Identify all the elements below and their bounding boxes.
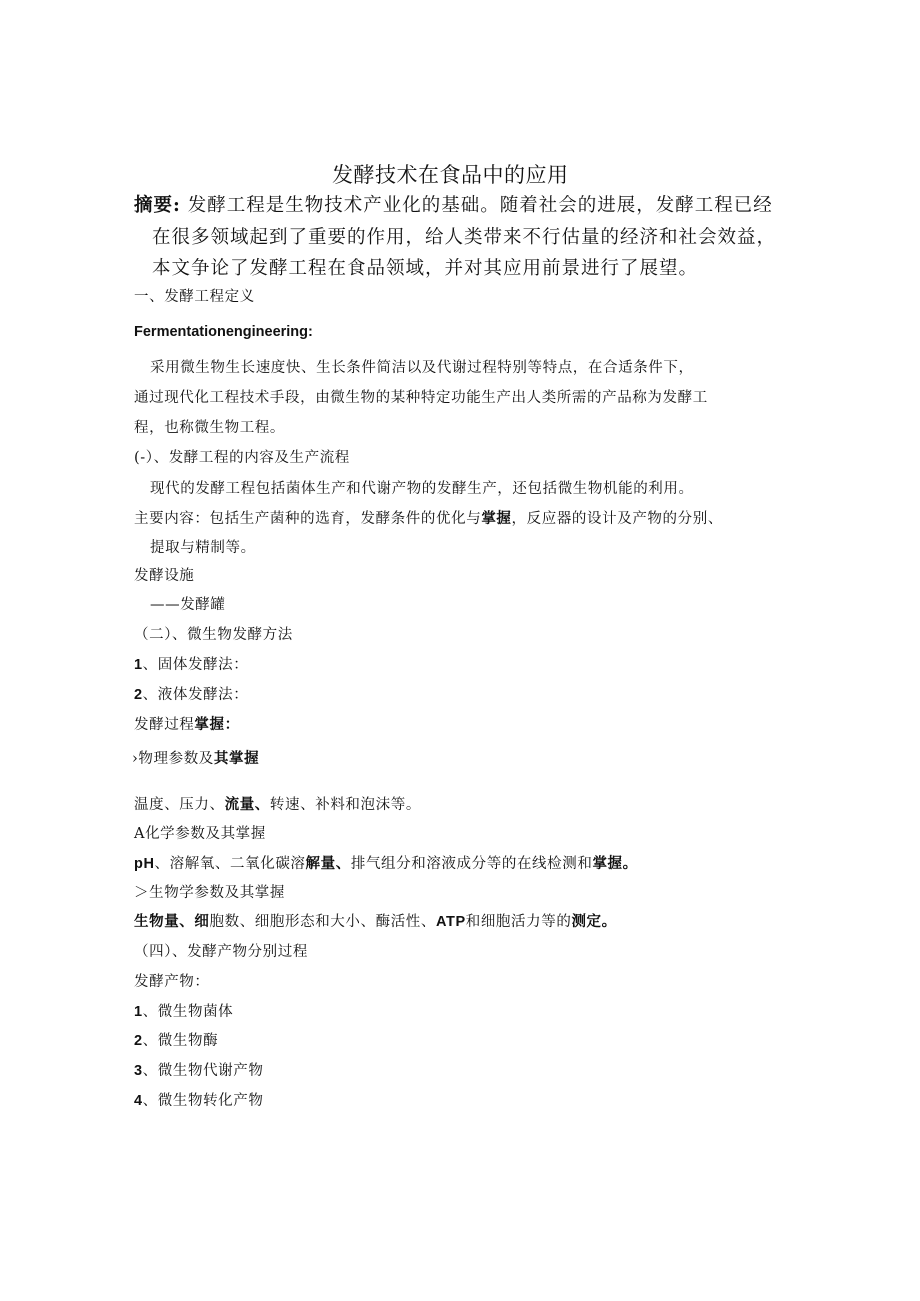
product-item-text: 、微生物菌体 — [142, 1004, 234, 1020]
document-title: 发酵技术在食品中的应用 — [332, 163, 569, 187]
abstract-text-1: 发酵工程是生物技术产业化的基础。随着社会的进展，发酵工程已经 — [187, 195, 773, 216]
tank-label: ——发酵罐 — [150, 597, 226, 613]
content-paragraph: 现代的发酵工程包括菌体生产和代谢产物的发酵生产，还包括微生物机能的利用。 — [150, 481, 694, 497]
biological-bold: 生物量、细 — [134, 913, 210, 930]
product-item-4 — [134, 1091, 263, 1111]
subsection-4-heading: （四）、发酵产物分别过程 — [134, 944, 308, 960]
main-content-text: 主要内容：包括生产菌种的选育，发酵条件的优化与 — [134, 511, 482, 527]
english-term: Fermentationengineering: — [134, 324, 313, 340]
subsection-2-heading: （二）、微生物发酵方法 — [134, 627, 293, 643]
physical-list-text-2: 转速、补料和泡沫等。 — [269, 797, 421, 813]
biological-params-list — [134, 912, 617, 932]
method-item-text: 、固体发酵法： — [142, 657, 249, 673]
physical-params-text: ›物理参数及 — [132, 751, 214, 767]
method-item-2 — [134, 685, 248, 705]
main-content-bold: 掌握 — [481, 510, 512, 527]
chemical-text-2: 排气组分和溶液成分等的在线检测和 — [350, 856, 593, 872]
process-control-text: 发酵过程 — [134, 717, 195, 733]
biological-text: 胞数、细胞形态和大小、酶活性、 — [209, 914, 436, 930]
product-item-number: 2 — [134, 1033, 143, 1049]
product-item-number: 1 — [134, 1004, 143, 1020]
product-item-number: 4 — [134, 1093, 143, 1109]
product-item-3 — [134, 1061, 263, 1081]
process-control-bold: 掌握： — [194, 716, 240, 733]
product-item-text: 、微生物转化产物 — [142, 1093, 264, 1109]
biological-atp: ATP — [436, 914, 466, 930]
chemical-params-heading: A化学参数及其掌握 — [134, 826, 266, 842]
product-item-2 — [134, 1031, 218, 1051]
chemical-bold: 解量、 — [305, 855, 351, 872]
physical-params-heading — [132, 749, 259, 769]
biological-bold-2: 测定。 — [571, 913, 617, 930]
chemical-params-list — [134, 854, 638, 874]
physical-list-text: 温度、压力、 — [134, 797, 225, 813]
chemical-ph: pH — [134, 856, 155, 872]
chemical-bold-2: 掌握。 — [592, 855, 638, 872]
subsection-1-heading: (-）、发酵工程的内容及生产流程 — [134, 450, 350, 466]
method-item-text: 、液体发酵法： — [142, 687, 249, 703]
physical-list-bold: 流量、 — [224, 796, 270, 813]
definition-line-3: 程，也称微生物工程。 — [134, 420, 285, 436]
chemical-text: 、溶解氧、二氧化碳溶 — [154, 856, 306, 872]
section-1-heading: 一、发酵工程定义 — [134, 289, 255, 305]
definition-line-2: 通过现代化工程技术手段，由微生物的某种特定功能生产出人类所需的产品称为发酵工 — [134, 390, 708, 406]
facility-label: 发酵设施 — [134, 568, 195, 584]
physical-params-list — [134, 795, 421, 815]
main-content-line-2: 提取与精制等。 — [150, 540, 256, 556]
method-item-1 — [134, 655, 248, 675]
method-item-number: 2 — [134, 687, 143, 703]
abstract-label: 摘要: — [134, 195, 181, 216]
biological-text-2: 和细胞活力等的 — [465, 914, 572, 930]
abstract-line-1 — [134, 193, 773, 219]
biological-params-heading: ＞生物学参数及其掌握 — [134, 885, 285, 901]
product-item-text: 、微生物代谢产物 — [142, 1063, 264, 1079]
method-item-number: 1 — [134, 657, 143, 673]
physical-params-bold: 其掌握 — [213, 750, 260, 767]
process-control-label — [134, 715, 240, 735]
abstract-line-2: 在很多领域起到了重要的作用，给人类带来不行估量的经济和社会效益， — [152, 227, 777, 248]
product-item-text: 、微生物酶 — [142, 1033, 219, 1049]
product-item-number: 3 — [134, 1063, 143, 1079]
products-label: 发酵产物： — [134, 974, 210, 990]
main-content-line-1 — [134, 509, 723, 529]
abstract-line-3: 本文争论了发酵工程在食品领域，并对其应用前景进行了展望。 — [152, 258, 699, 279]
definition-line-1: 采用微生物生长速度快、生长条件简洁以及代谢过程特别等特点，在合适条件下， — [150, 360, 694, 376]
main-content-text-2: ，反应器的设计及产物的分别、 — [511, 511, 723, 527]
product-item-1 — [134, 1002, 233, 1022]
